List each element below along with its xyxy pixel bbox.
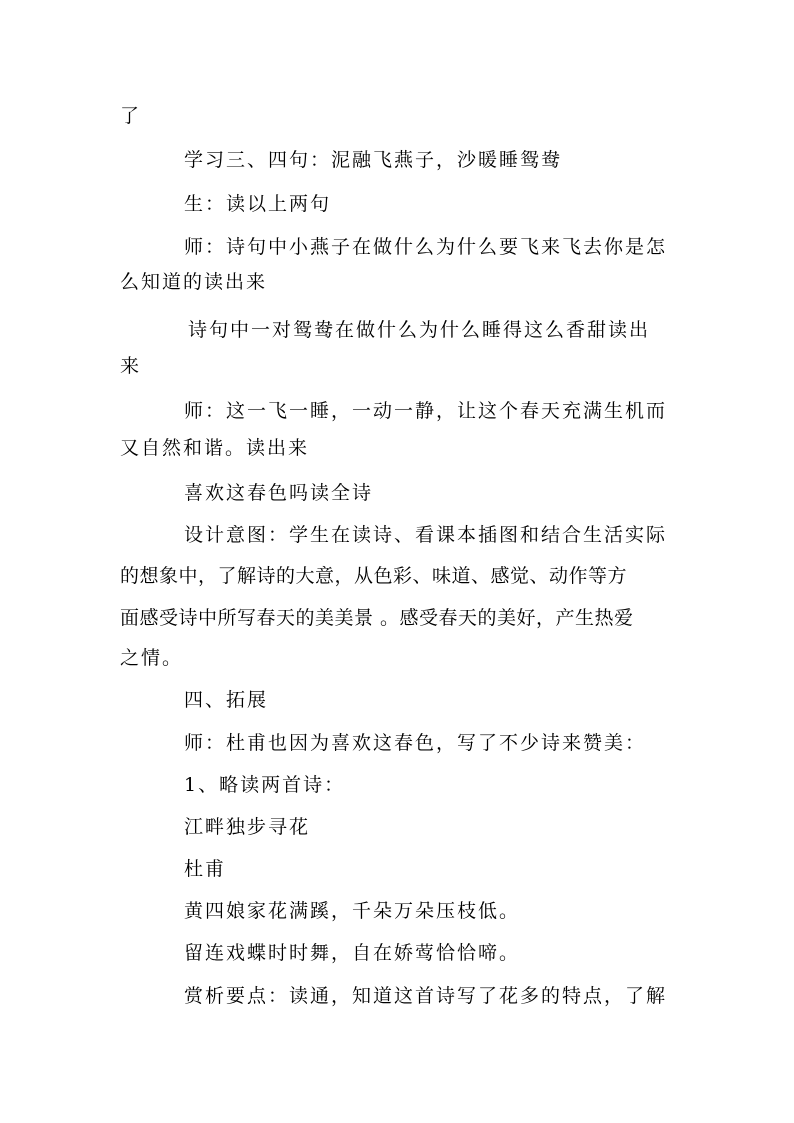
- text-line: 之情。: [120, 647, 184, 669]
- text-line: 学习三、四句：泥融飞燕子，沙暖睡鸳鸯: [184, 149, 563, 171]
- text-line: 来: [120, 355, 142, 377]
- text-line: 设计意图：学生在读诗、看课本插图和结合生活实际: [184, 524, 668, 546]
- text-line: 杜甫: [184, 858, 227, 880]
- text-line: 1、略读两首诗：: [184, 774, 346, 796]
- text-line: 留连戏蝶时时舞，自在娇莺恰恰啼。: [184, 942, 521, 964]
- text-line: 喜欢这春色吗读全诗: [184, 482, 374, 504]
- text-line: 黄四娘家花满蹊，千朵万朵压枝低。: [184, 900, 521, 922]
- text-line: 诗句中一对鸳鸯在做什么为什么睡得这么香甜读出: [188, 319, 651, 341]
- text-line: 师：诗句中小燕子在做什么为什么要飞来飞去你是怎: [184, 236, 668, 258]
- text-line: 了: [120, 105, 142, 127]
- text-line: 赏析要点：读通，知道这首诗写了花多的特点，了解: [184, 985, 668, 1007]
- text-line: 的想象中，了解诗的大意，从色彩、味道、感觉、动作等方: [120, 565, 628, 587]
- text-line: 师：这一飞一睡，一动一静，让这个春天充满生机而: [184, 400, 668, 422]
- text-line: 么知道的读出来: [120, 271, 268, 293]
- text-line: 四、拓展: [184, 689, 269, 711]
- text-line: 面感受诗中所写春天的美美景 。感受春天的美好，产生热爱: [120, 607, 634, 629]
- text-line: 江畔独步寻花: [184, 816, 311, 838]
- text-line: 师：杜甫也因为喜欢这春色，写了不少诗来赞美：: [184, 732, 647, 754]
- text-line: 又自然和谐。读出来: [120, 437, 310, 459]
- text-line: 生：读以上两句: [184, 193, 332, 215]
